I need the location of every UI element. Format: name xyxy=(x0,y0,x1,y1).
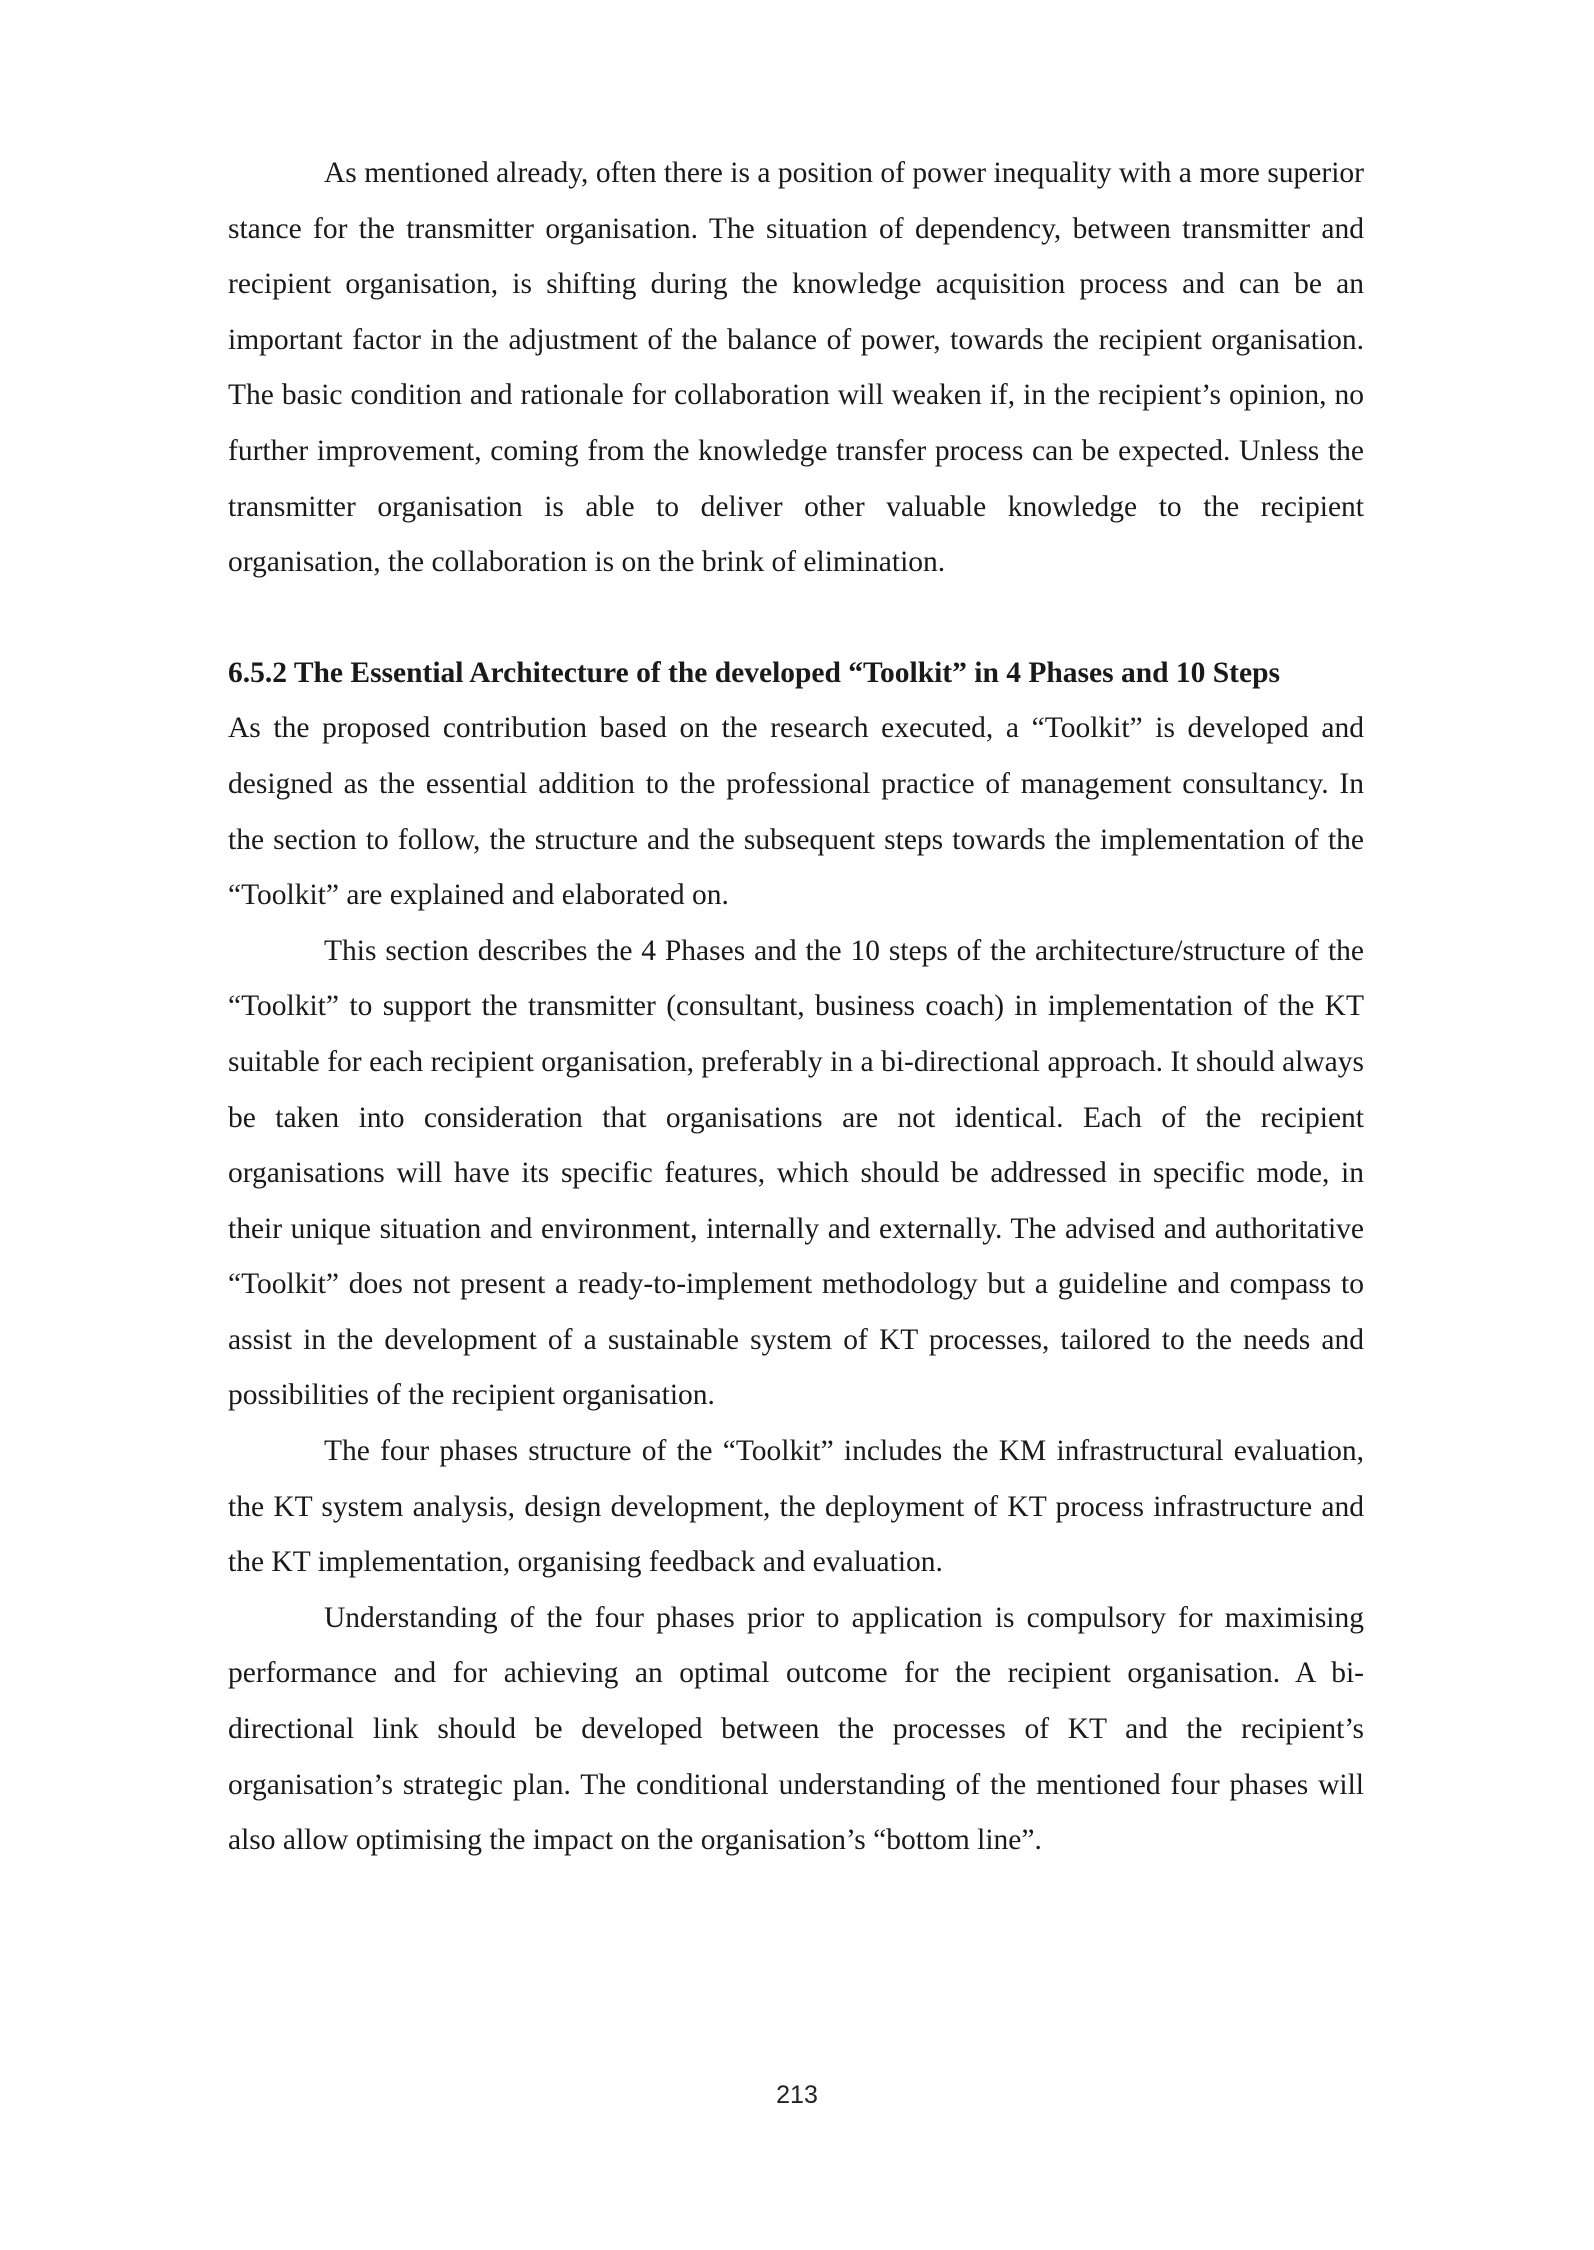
paragraph-toolkit-contribution: As the proposed contribution based on the research executed, a “Toolkit” is developed and designed as the essential addition to the professional practice of management consultancy. In the section to follow, the structure and the subsequent steps towards the implementation of the “Toolkit” are explained and elaborated on. xyxy=(228,712,1364,912)
document-page xyxy=(228,146,1364,1869)
section-spacer xyxy=(228,591,1364,646)
page-number: 213 xyxy=(776,2081,818,2109)
section-heading: 6.5.2 The Essential Architecture of the developed “Toolkit” in 4 Phases and 10 Steps xyxy=(228,656,1280,689)
paragraph-four-phases-description: This section describes the 4 Phases and the 10 steps of the architecture/structure of the “Toolkit” to support the transmitter (consultant, business coach) in implementation of the KT suitable for each recipient organisation, preferably in a bi-directional approach. It should always be taken into consideration that organisations are not identical. Each of the recipient organisations will have its specific features, which should be addressed in specific mode, in their unique situation and environment, internally and externally. The advised and authoritative “Toolkit” does not present a ready-to-implement methodology but a guideline and compass to assist in the development of a sustainable system of KT processes, tailored to the needs and possibilities of the recipient organisation. xyxy=(228,934,1364,1412)
paragraph-understanding-phases: Understanding of the four phases prior to application is compulsory for maximising performance and for achieving an optimal outcome for the recipient organisation. A bi-directional link should be developed between the processes of KT and the recipient’s organisation’s strategic plan. The conditional understanding of the mentioned four phases will also allow optimising the impact on the organisation’s “bottom line”. xyxy=(228,1601,1364,1857)
paragraph-four-phases-structure: The four phases structure of the “Toolkit” includes the KM infrastructural evaluation, the KT system analysis, design development, the deployment of KT process infrastructure and the KT implementation, organising feedback and evaluation. xyxy=(228,1435,1364,1579)
paragraph-power-inequality: As mentioned already, often there is a position of power inequality with a more superior stance for the transmitter organisation. The situation of dependency, between transmitter and recipient organisation, is shifting during the knowledge acquisition process and can be an important factor in the adjustment of the balance of power, towards the recipient organisation. The basic condition and rationale for collaboration will weaken if, in the recipient’s opinion, no further improvement, coming from the knowledge transfer process can be expected. Unless the transmitter organisation is able to deliver other valuable knowledge to the recipient organisation, the collaboration is on the brink of elimination. xyxy=(228,157,1364,579)
